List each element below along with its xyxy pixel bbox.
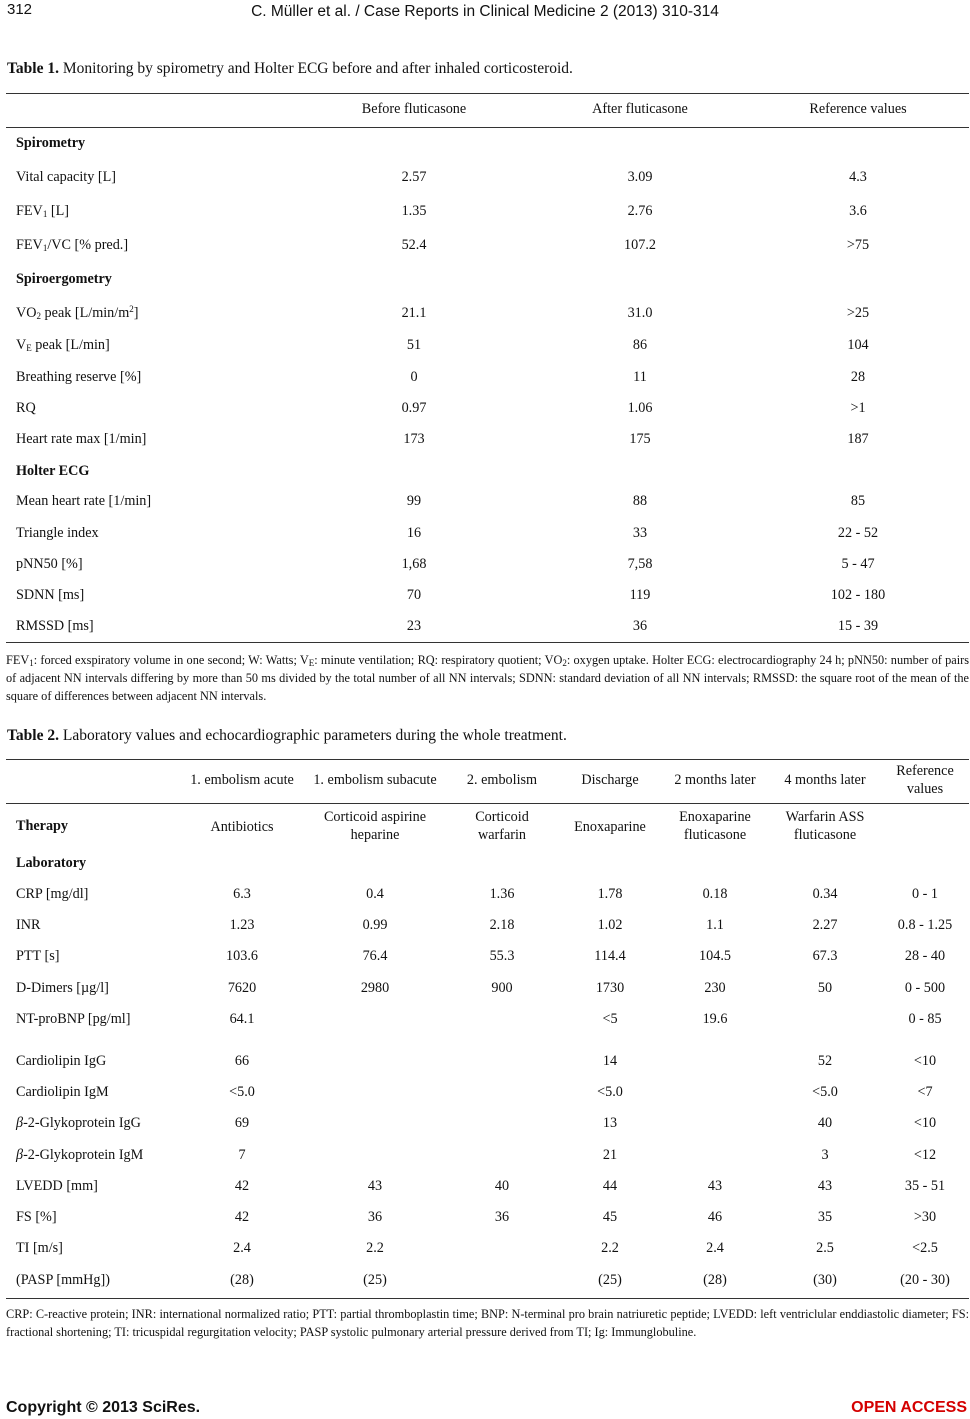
table-cell: >25 [846,305,870,321]
table-cell: 55.3 [489,948,515,964]
table-cell: 45 [602,1209,618,1225]
table-cell: 5 - 47 [841,556,875,572]
table2-column-header: 2. embolism [466,772,538,788]
row-label: $FEV_1$ [L] [16,203,69,219]
table-cell: 13 [602,1115,618,1131]
table-cell: <10 [913,1115,937,1131]
section-label: Spiroergometry [16,271,112,287]
therapy-label: Therapy [16,818,69,834]
table-cell: 66 [234,1053,250,1069]
table-cell: (25) [598,1272,622,1288]
table-cell: 0 - 1 [911,886,939,902]
table2-column-header: 1. embolism acute [190,772,294,788]
therapy-cell: Enoxaparine fluticasone [679,809,751,843]
table-cell: 6.3 [233,886,251,902]
table-cell: 0.97 [401,400,427,416]
table-cell: 11 [633,369,647,385]
table2-column-header: 4 months later [784,772,866,788]
therapy-cell: Warfarin ASS fluticasone [785,809,865,843]
table-cell: 76.4 [362,948,388,964]
table-cell: 0.99 [362,917,388,933]
table2-footnote: CRP: C-reactive protein; INR: international normalized ratio; PTT: partial thromboplastin time; BNP: N-terminal pro brain natriuretic peptide; LVEDD: left ventriclular enddiastolic diameter; FS: fractional shortening; TI: tricuspidal regurgitation velocity; PASP systolic pulmonary arterial pressure derived from TI; Ig: Immunglobuline. [6,1307,969,1339]
table2-bottom-rule [6,1298,969,1299]
table-cell: 1.23 [229,917,255,933]
row-label: pNN50 [%] [16,556,83,572]
row-label: RMSSD [ms] [16,618,94,634]
table-cell: 23 [406,618,422,634]
row-label: CRP [mg/dl] [16,886,89,902]
table-cell: (20 - 30) [900,1272,950,1288]
table-cell: 43 [707,1178,723,1194]
table-cell: <5 [602,1011,618,1027]
table-cell: 0 - 85 [908,1011,942,1027]
table-cell: 21.1 [401,305,427,321]
table-cell: 88 [632,493,648,509]
table2-top-rule [6,759,969,760]
row-label: SDNN [ms] [16,587,85,603]
table-cell: 44 [602,1178,618,1194]
table-cell: <5.0 [229,1084,255,1100]
table-cell: 40 [817,1115,833,1131]
table-cell: 1.02 [597,917,623,933]
row-label: Breathing reserve [%] [16,369,142,385]
table-cell: 2980 [360,980,390,996]
table-cell: 104.5 [699,948,731,964]
table-cell: 85 [850,493,866,509]
table-cell: <10 [913,1053,937,1069]
table-cell: 1.06 [627,400,653,416]
table2-caption-text: Laboratory values and echocardiographic parameters during the whole treatment. [62,727,567,744]
table-cell: (28) [703,1272,727,1288]
table-cell: 42 [234,1178,250,1194]
table-cell: 35 - 51 [904,1178,946,1194]
row-label: LVEDD [mm] [16,1178,98,1194]
table-cell: 0.34 [812,886,838,902]
table-cell: 1.78 [597,886,623,902]
table-cell: 35 [817,1209,833,1225]
copyright: Copyright © 2013 SciRes. [6,1399,201,1416]
table-cell: 187 [847,431,869,447]
table-cell: 36 [494,1209,510,1225]
table-cell: 31.0 [627,305,653,321]
table-cell: <5.0 [597,1084,623,1100]
table-cell: 21 [602,1147,618,1163]
table-cell: 19.6 [702,1011,728,1027]
table-cell: 36 [367,1209,383,1225]
table-cell: 1.35 [401,203,427,219]
row-label: D-Dimers [µg/l] [16,980,109,996]
table2-column-header: Reference values [896,763,954,797]
row-label: $VO_2$ peak $[L/\min/m^2]$ [16,304,139,321]
row-label: $V_E$ peak [L/min] [16,337,110,353]
row-label: β-2-Glykoprotein IgG [16,1115,141,1131]
table-cell: 3.6 [849,203,867,219]
table1-caption-label: Table 1. [7,60,59,77]
table-cell: 0.18 [702,886,728,902]
table1-column-header: Reference values [809,101,907,117]
open-access: OPEN ACCESS [851,1399,967,1416]
table2-column-header: 2 months later [674,772,756,788]
therapy-cell: Antibiotics [210,819,274,835]
table-cell: 86 [632,337,648,353]
therapy-cell: Corticoid warfarin [475,809,529,843]
table-cell: 50 [817,980,833,996]
table-cell: 1.1 [706,917,724,933]
section-label: Spirometry [16,135,86,151]
table-cell: 0 - 500 [904,980,946,996]
table1-header-rule [6,127,969,128]
table1-caption-text: Monitoring by spirometry and Holter ECG before and after inhaled corticosteroid. [62,60,573,77]
table1-top-rule [6,93,969,94]
table-cell: 107.2 [624,237,656,253]
row-label: Triangle index [16,525,99,541]
table-cell: 103.6 [226,948,258,964]
row-label: Heart rate max [1/min] [16,431,147,447]
row-label: RQ [16,400,36,416]
table-cell: 1.36 [489,886,515,902]
table1-caption [7,60,573,78]
table-cell: 3.09 [627,169,653,185]
table-cell: (25) [363,1272,387,1288]
table-cell: 0 [410,369,418,385]
running-title: C. Müller et al. / Case Reports in Clinical Medicine 2 (2013) 310-314 [251,3,719,20]
therapy-cell: Corticoid aspirine heparine [323,809,427,843]
table-cell: 46 [707,1209,723,1225]
table-cell: 2.4 [706,1240,724,1256]
table-cell: 69 [234,1115,250,1131]
table-cell: 33 [632,525,648,541]
table-cell: 99 [406,493,422,509]
table-cell: 900 [491,980,513,996]
table2-column-header: 1. embolism subacute [313,772,437,788]
table-cell: <7 [917,1084,933,1100]
table-cell: 22 - 52 [837,525,879,541]
table-cell: 2.2 [366,1240,384,1256]
row-label: FS [%] [16,1209,57,1225]
row-label: TI [m/s] [16,1240,63,1256]
table-cell: <5.0 [812,1084,838,1100]
row-label: (PASP [mmHg]) [16,1272,110,1288]
table-cell: <12 [913,1147,937,1163]
table-cell: 2.4 [233,1240,251,1256]
table-cell: 175 [629,431,651,447]
table-cell: 2.5 [816,1240,834,1256]
table-cell: >30 [913,1209,937,1225]
table-cell: 7 [238,1147,246,1163]
table-cell: 2.18 [489,917,515,933]
table-cell: 43 [817,1178,833,1194]
table-cell: 119 [629,587,651,603]
row-label: β-2-Glykoprotein IgM [16,1147,144,1163]
table-cell: 52 [817,1053,833,1069]
table-cell: <2.5 [912,1240,938,1256]
table-cell: >75 [846,237,870,253]
row-label: INR [16,917,41,933]
table2-header-rule [6,803,969,804]
table-cell: 64.1 [229,1011,255,1027]
table-cell: 2.57 [401,169,427,185]
table-cell: 28 [850,369,866,385]
page-number: 312 [7,1,33,18]
table-cell: 42 [234,1209,250,1225]
table-cell: 16 [406,525,422,541]
row-label: Mean heart rate [1/min] [16,493,152,509]
table-cell: 70 [406,587,422,603]
table2-caption [7,727,567,745]
section-label: Laboratory [16,855,87,871]
table-cell: 36 [632,618,648,634]
table-cell: 15 - 39 [837,618,879,634]
row-label: PTT [s] [16,948,60,964]
table-cell: 51 [406,337,422,353]
table-cell: 43 [367,1178,383,1194]
table-cell: 0.4 [366,886,384,902]
table1-column-header: Before fluticasone [361,101,467,117]
table-cell: 67.3 [812,948,838,964]
table-cell: 7,58 [627,556,653,572]
table-cell: 3 [821,1147,829,1163]
table-cell: 2.76 [627,203,653,219]
table1-bottom-rule [6,642,969,643]
table-cell: 2.27 [812,917,838,933]
row-label: Cardiolipin IgG [16,1053,107,1069]
table-cell: 0.8 - 1.25 [897,917,953,933]
table-cell: 114.4 [594,948,626,964]
table-cell: 104 [847,337,869,353]
table-cell: 230 [704,980,726,996]
table-cell: 1730 [595,980,625,996]
table-cell: 28 - 40 [904,948,946,964]
table2-column-header: Discharge [581,772,639,788]
table-cell: 1,68 [401,556,427,572]
table1-column-header: After fluticasone [592,101,688,117]
table-cell: 173 [403,431,425,447]
table-cell: 40 [494,1178,510,1194]
table-cell: 102 - 180 [830,587,886,603]
table-cell: (28) [230,1272,254,1288]
row-label: $FEV_1/VC$ [% pred.] [16,237,129,253]
table-cell: 2.2 [601,1240,619,1256]
table-cell: 4.3 [849,169,867,185]
section-label: Holter ECG [16,463,90,479]
table-cell: >1 [850,400,866,416]
table-cell: 7620 [227,980,257,996]
therapy-cell: Enoxaparine [574,819,646,835]
row-label: Vital capacity [L] [16,169,116,185]
table2-caption-label: Table 2. [7,727,59,744]
table-cell: 14 [602,1053,618,1069]
table-cell: (30) [813,1272,837,1288]
table1-footnote: $FEV_1$: forced exspiratory volume in one second; W: Watts; $V_E$: minute ventilation; RQ: respiratory quotient; $VO_2$: oxygen uptake. Holter ECG: electrocardiography 24 h; pNN50: number of pairs of adjacent NN intervals differing by more than 50 ms divided by the total number of all NN intervals; SDNN: standard deviation of all NN intervals; RMSSD: the square root of the mean of the square of differences between adjacent NN intervals. [6,653,969,703]
row-label: NT-proBNP [pg/ml] [16,1011,131,1027]
table-cell: 52.4 [401,237,427,253]
row-label: Cardiolipin IgM [16,1084,109,1100]
